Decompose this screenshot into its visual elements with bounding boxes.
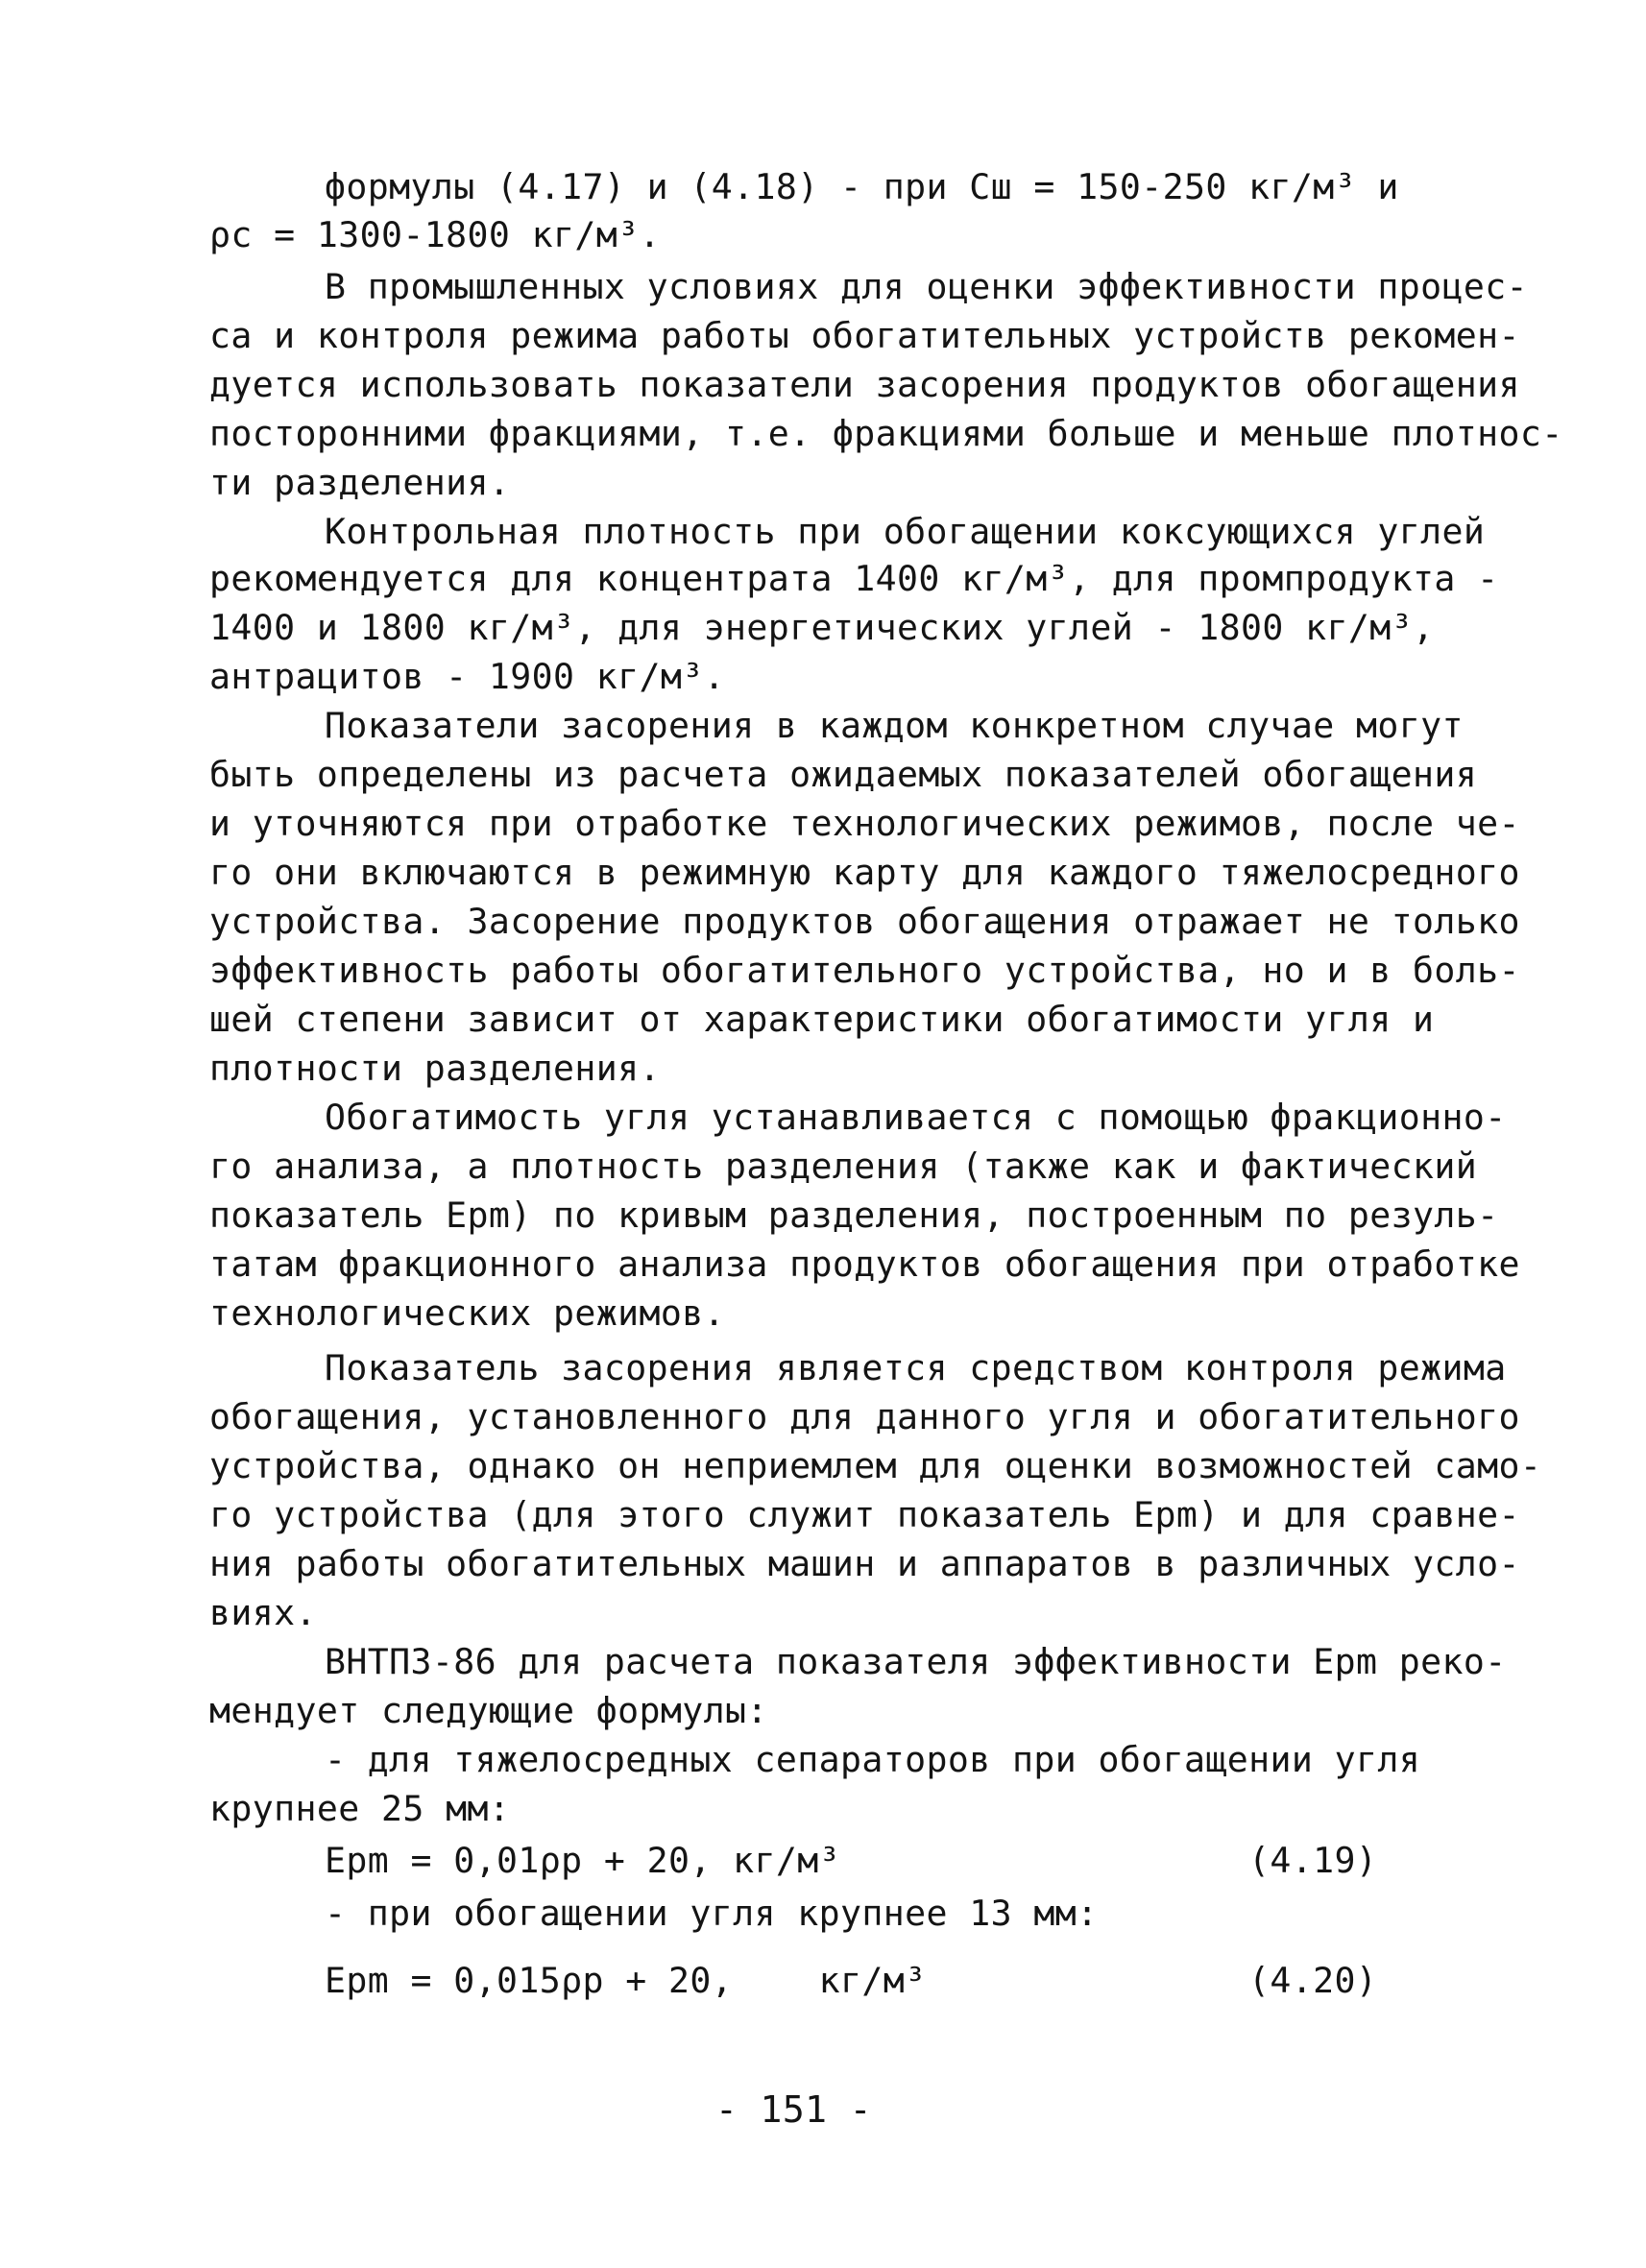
text-line: В промышленных условиях для оценки эффективности процес- — [325, 266, 1528, 307]
text-line: ρc = 1300-1800 кг/м³. — [209, 214, 661, 255]
text-line: плотности разделения. — [209, 1048, 661, 1089]
text-line: виях. — [209, 1592, 317, 1633]
text-line: - для тяжелосредных сепараторов при обогащении угля — [325, 1739, 1421, 1780]
text-line: го устройства (для этого служит показатель Epm) и для сравне- — [209, 1494, 1520, 1535]
page-number: - 151 - — [715, 2088, 872, 2131]
text-line: посторонними фракциями, т.е. фракциями больше и меньше плотнос- — [209, 413, 1563, 454]
text-line: - при обогащении угля крупнее 13 мм: — [325, 1893, 1099, 1934]
equation-number: (4.19) — [1248, 1840, 1378, 1881]
text-line: формулы (4.17) и (4.18) - при Cш = 150-250 кг/м³ и — [325, 166, 1399, 207]
text-line: и уточняются при отработке технологических режимов, после че- — [209, 803, 1520, 844]
text-line: крупнее 25 мм: — [209, 1788, 511, 1829]
text-line: обогащения, установленного для данного угля и обогатительного — [209, 1396, 1520, 1437]
text-line: устройства, однако он неприемлем для оценки возможностей само- — [209, 1445, 1542, 1486]
text-line: го они включаются в режимную карту для каждого тяжелосредного — [209, 852, 1520, 893]
text-line: Обогатимость угля устанавливается с помощью фракционно- — [325, 1097, 1507, 1138]
text-line: 1400 и 1800 кг/м³, для энергетических углей - 1800 кг/м³, — [209, 607, 1435, 648]
text-line: Показатели засорения в каждом конкретном случае могут — [325, 705, 1464, 746]
text-line: быть определены из расчета ожидаемых показателей обогащения — [209, 754, 1478, 795]
text-line: дуется использовать показатели засорения продуктов обогащения — [209, 364, 1520, 405]
text-line: шей степени зависит от характеристики обогатимости угля и — [209, 999, 1435, 1040]
text-line: Контрольная плотность при обогащении коксующихся углей — [325, 511, 1486, 552]
text-line: Показатель засорения является средством контроля режима — [325, 1347, 1507, 1388]
text-line: татам фракционного анализа продуктов обогащения при отработке — [209, 1243, 1520, 1285]
text-line: ния работы обогатительных машин и аппаратов в различных усло- — [209, 1543, 1520, 1584]
text-line: ти разделения. — [209, 462, 511, 503]
text-line: показатель Epm) по кривым разделения, построенным по резуль- — [209, 1194, 1499, 1236]
text-line: технологических режимов. — [209, 1292, 725, 1334]
text-line: антрацитов - 1900 кг/м³. — [209, 656, 725, 697]
text-line: ВНТПЗ-86 для расчета показателя эффективности Epm реко- — [325, 1641, 1507, 1682]
text-line: рекомендуется для концентрата 1400 кг/м³, для промпродукта - — [209, 558, 1499, 599]
equation-number: (4.20) — [1248, 1960, 1378, 2001]
text-line: го анализа, а плотность разделения (также как и фактический — [209, 1146, 1478, 1187]
text-line: са и контроля режима работы обогатительных устройств рекомен- — [209, 315, 1520, 356]
formula-4-19: Epm = 0,01ρp + 20, кг/м³ — [325, 1840, 840, 1881]
text-line: мендует следующие формулы: — [209, 1690, 768, 1731]
formula-4-20: Epm = 0,015ρp + 20, кг/м³ — [325, 1960, 927, 2001]
text-line: устройства. Засорение продуктов обогащения отражает не только — [209, 901, 1520, 942]
text-line: эффективность работы обогатительного устройства, но и в боль- — [209, 950, 1520, 991]
